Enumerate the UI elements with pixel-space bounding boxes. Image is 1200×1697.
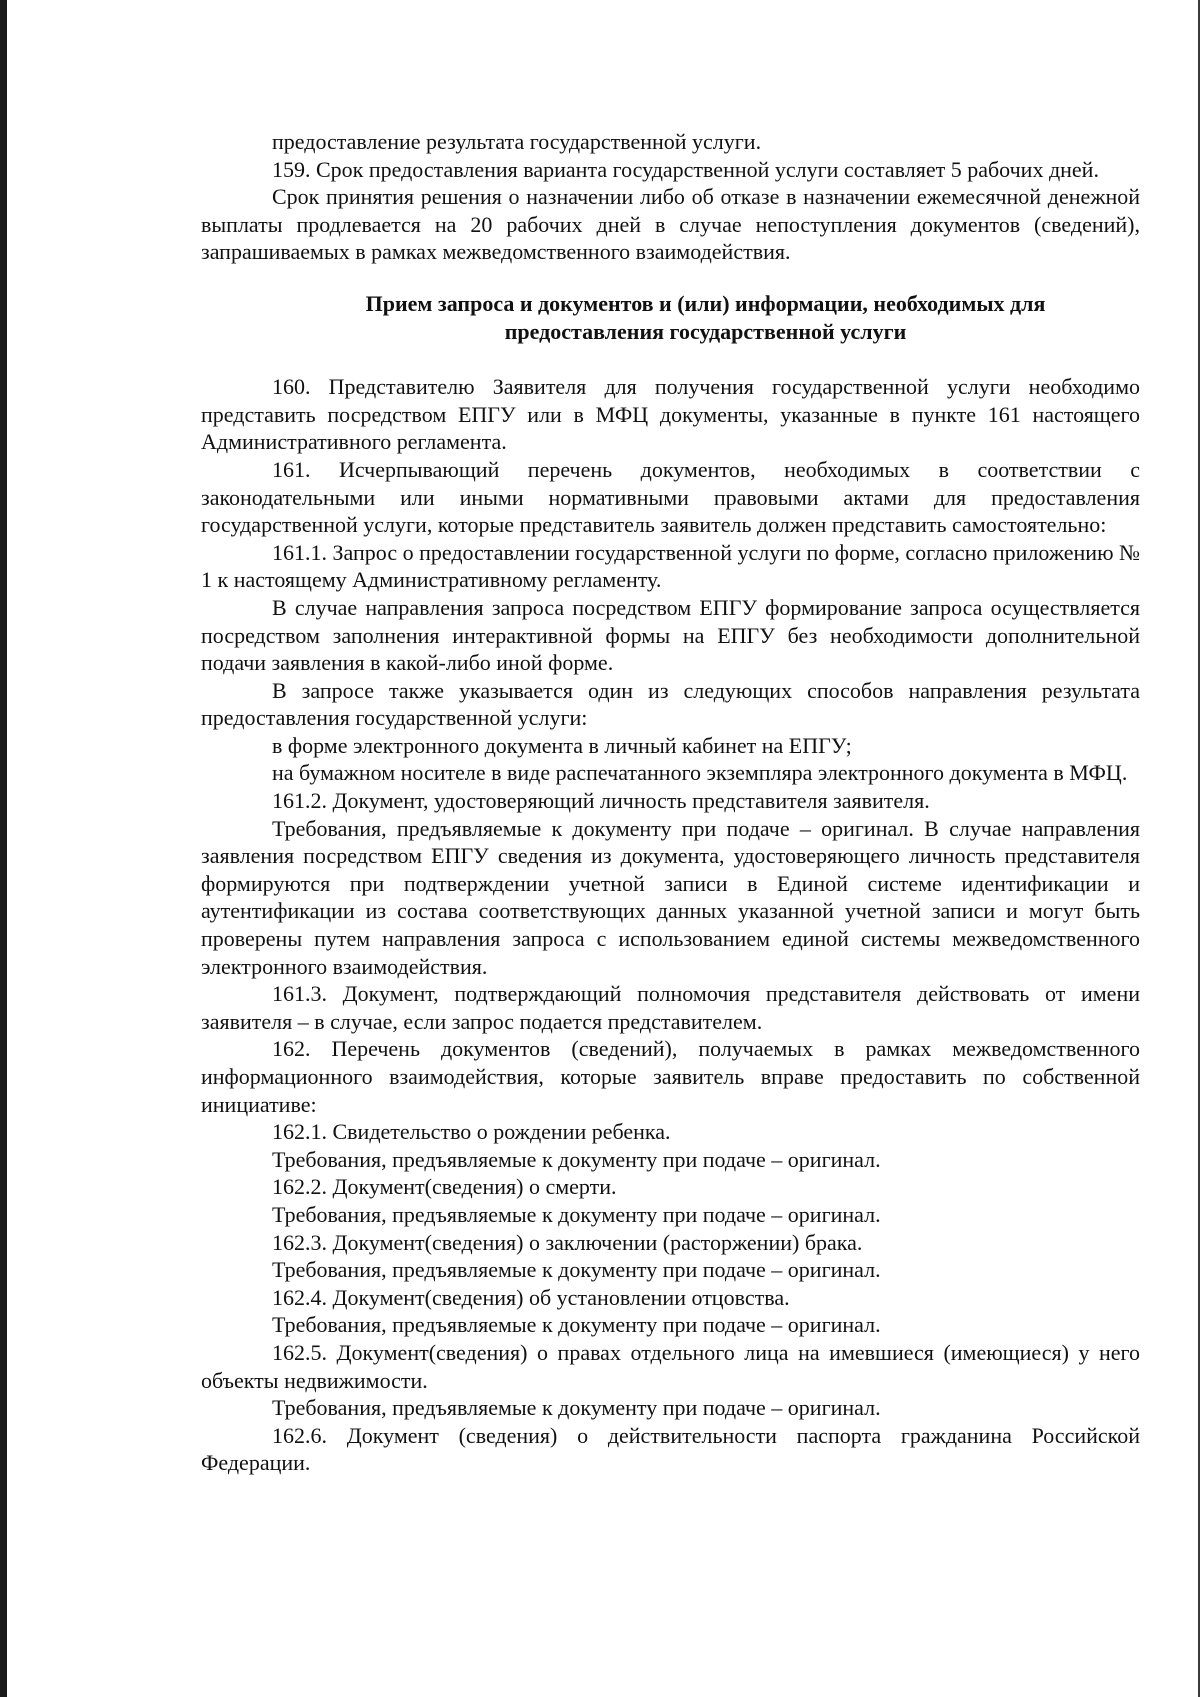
paragraph-162-2-requirements: Требования, предъявляемые к документу при подаче – оригинал. [272,1201,881,1227]
paragraph-162-2: 162.2. Документ(сведения) о смерти. [272,1174,617,1200]
paragraph-162-5: 162.5. Документ(сведения) о правах отдельного лица на имевшиеся (имеющиеся) у него объекты недвижимости. [201,1339,1140,1393]
paragraph-162-3: 162.3. Документ(сведения) о заключении (расторжении) брака. [272,1229,863,1255]
paragraph-continuation: предоставление результата государственной услуги. [272,129,762,154]
paragraph-161-1-epgu: В случае направления запроса посредством ЕПГУ формирование запроса осуществляется посредством заполнения интерактивной формы на ЕПГУ без необходимости дополнительной подачи заявления в какой-либо иной форме. [201,594,1140,676]
paragraph-161-3: 161.3. Документ, подтверждающий полномочия представителя действовать от имени заявителя – в случае, если запрос подается представителем. [201,981,1140,1034]
paragraph-162-1-requirements: Требования, предъявляемые к документу при подаче – оригинал. [272,1146,881,1172]
paragraph-162-6: 162.6. Документ (сведения) о действительности паспорта гражданина Российской Федерации. [201,1422,1140,1476]
paragraph-159: 159. Срок предоставления варианта государственной услуги составляет 5 рабочих дней. [272,156,1099,182]
paragraph-161-1-method-paper: на бумажном носителе в виде распечатанного экземпляра электронного документа в МФЦ. [272,760,1128,786]
paragraph-159-extension: Срок принятия решения о назначении либо об отказе в назначении ежемесячной денежной выплаты продлевается на 20 рабочих дней в случае непоступления документов (сведений), запрашиваемых в рамках межведомственного взаимодействия. [201,184,1140,265]
paragraph-161-1-methods: В запросе также указывается один из следующих способов направления результата предоставления государственной услуги: [201,677,1140,731]
paragraph-162: 162. Перечень документов (сведений), получаемых в рамках межведомственного информационного взаимодействия, которые заявитель вправе предоставить по собственной инициативе: [201,1036,1140,1117]
paragraph-161: 161. Исчерпывающий перечень документов, необходимых в соответствии с законодательными или иными нормативными правовыми актами для предоставления государственной услуги, которые представитель заявитель должен представить самостоятельно: [201,456,1140,538]
document-page [201,128,1140,1477]
scan-edge-left [0,0,7,1697]
paragraph-161-2-requirements: Требования, предъявляемые к документу при подаче – оригинал. В случае направления заявления посредством ЕПГУ сведения из документа, удостоверяющего личность представителя формируются при подтверждении учетной записи в Единой системе идентификации и аутентификации из состава соответствующих данных указанной учетной записи и могут быть проверены путем направления запроса с использованием единой системы межведомственного электронного взаимодействия. [201,815,1140,979]
paragraph-162-4: 162.4. Документ(сведения) об установлении отцовства. [272,1284,790,1310]
paragraph-161-2: 161.2. Документ, удостоверяющий личность представителя заявителя. [272,788,930,814]
section-heading-line-1: Прием запроса и документов и (или) информации, необходимых для [365,290,1046,316]
section-heading [201,290,1140,345]
paragraph-162-1: 162.1. Свидетельство о рождении ребенка. [272,1119,671,1145]
paragraph-161-1-method-electronic: в форме электронного документа в личный кабинет на ЕПГУ; [272,732,852,758]
section-heading-line-2: предоставления государственной услуги [504,318,907,344]
paragraph-161-1: 161.1. Запрос о предоставлении государственной услуги по форме, согласно приложению № 1 к настоящему Административному регламенту. [201,539,1140,593]
paragraph-162-3-requirements: Требования, предъявляемые к документу при подаче – оригинал. [272,1257,881,1283]
paragraph-162-5-requirements: Требования, предъявляемые к документу при подаче – оригинал. [272,1395,881,1421]
paragraph-160: 160. Представителю Заявителя для получения государственной услуги необходимо представить посредством ЕПГУ или в МФЦ документы, указанные в пункте 161 настоящего Административного регламента. [201,374,1140,455]
paragraph-162-4-requirements: Требования, предъявляемые к документу при подаче – оригинал. [272,1312,881,1338]
